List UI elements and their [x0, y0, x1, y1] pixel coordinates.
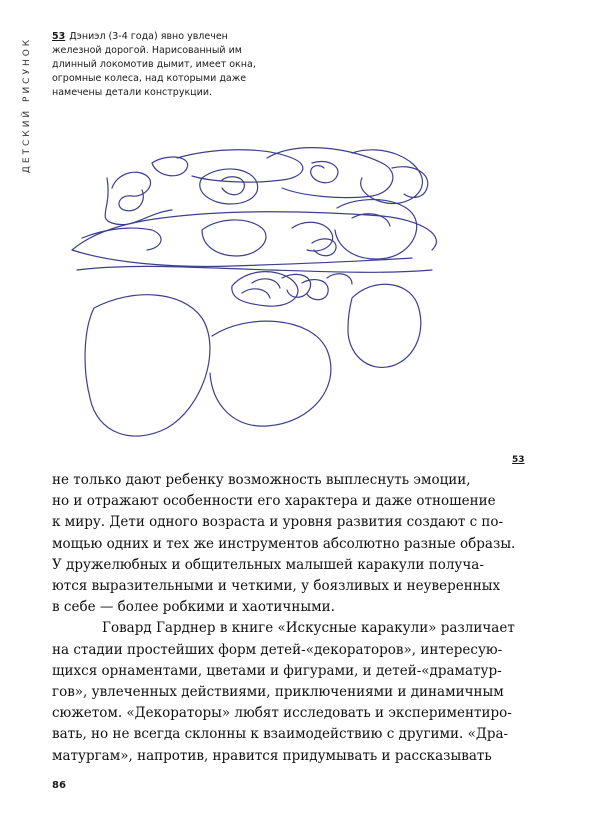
figure-reference-number: 53 [512, 455, 525, 465]
body-line: вать, но не всегда склонны к взаимодействию с другими. «Дра- [52, 726, 509, 743]
body-line: матургам», напротив, нравится придумывать и рассказывать [52, 747, 492, 764]
body-line: на стадии простейших форм детей-«декораторов», интересую- [52, 641, 503, 658]
body-line: сюжетом. «Декораторы» любят исследовать и экспериментиро- [52, 705, 512, 722]
body-line: мощью одних и тех же инструментов абсолютно разные образы. [52, 535, 516, 552]
body-line: к миру. Дети одного возраста и уровня развития создают с по- [52, 514, 504, 531]
body-line: в себе — более робкими и хаотичными. [52, 599, 335, 616]
body-line: ются выразительными и четкими, у боязливых и неуверенных [52, 578, 501, 595]
caption-line: намечены детали конструкции. [52, 87, 213, 98]
body-text [52, 470, 516, 767]
running-head-text: ДЕТСКИЙ РИСУНОК [22, 36, 32, 174]
body-line: не только дают ребенку возможность выплеснуть эмоции, [52, 472, 471, 488]
body-line: У дружелюбных и общительных малышей каракули получа- [52, 556, 484, 573]
body-line: щихся орнаментами, цветами и фигурами, и детей-«драматур- [52, 662, 502, 679]
caption-line: железной дорогой. Нарисованный им [52, 45, 242, 56]
body-line: гов», увлеченных действиями, приключениями и динамичным [52, 684, 504, 701]
body-line: но и отражают особенности его характера и даже отношение [52, 493, 496, 510]
caption-line: огромные колеса, над которыми даже [52, 73, 247, 84]
caption-number: 53 [52, 31, 66, 42]
running-head [20, 30, 34, 180]
caption-line: Дэниэл (3-4 года) явно увлечен [69, 31, 228, 42]
caption-line: длинный локомотив дымит, имеет окна, [52, 59, 256, 70]
figure-caption [52, 30, 282, 100]
page-number: 86 [52, 780, 66, 791]
child-drawing-locomotive [52, 118, 472, 458]
body-line: Говард Гарднер в книге «Искусные каракули» различает [102, 620, 515, 637]
